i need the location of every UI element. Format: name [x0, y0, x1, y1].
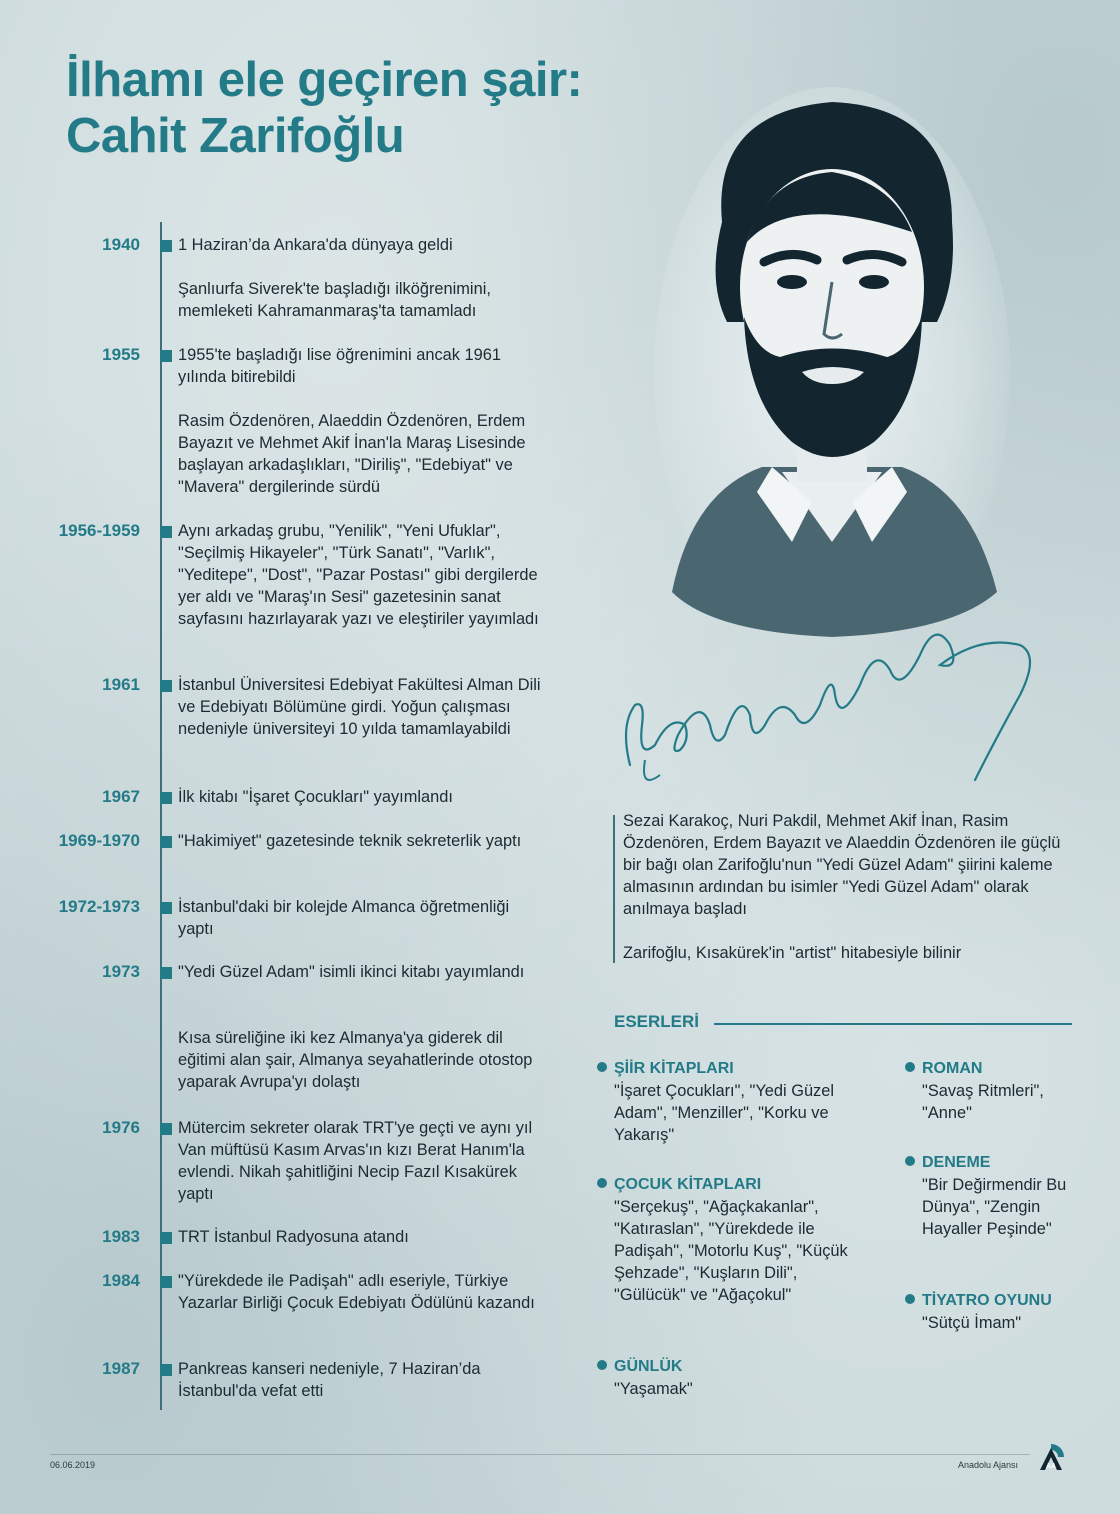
portrait-illustration — [652, 72, 1012, 652]
works-category-list: "Yaşamak" — [614, 1380, 693, 1398]
timeline-marker — [160, 1232, 172, 1244]
timeline-text: Rasim Özdenören, Alaeddin Özdenören, Erdem Bayazıt ve Mehmet Akif İnan'la Maraş Lisesinde başlayan arkadaşlıkları, "Diriliş", "Edebiyat" ve "Mavera" dergilerinde sürdü — [178, 412, 526, 496]
works-divider — [714, 1023, 1072, 1025]
timeline-year: 1940 — [102, 235, 140, 254]
timeline-text: Şanlıurfa Siverek'te başladığı ilköğrenimini, memleketi Kahramanmaraş'ta tamamladı — [178, 280, 491, 320]
works-category-title: ÇOCUK KİTAPLARI — [614, 1176, 762, 1193]
timeline-marker — [160, 836, 172, 848]
works-category-essay — [922, 1152, 1072, 1240]
works-category-list: "Serçekuş", "Ağaçkakanlar", "Katıraslan", "Yürekdede ile Padişah", "Motorlu Kuş", "Küçük Şehzade", "Kuşların Dili", "Gülücük" ve "Ağaçokul" — [614, 1198, 848, 1304]
timeline-year: 1976 — [102, 1118, 140, 1137]
works-category-title: TİYATRO OYUNU — [922, 1292, 1052, 1309]
timeline-year: 1983 — [102, 1227, 140, 1246]
works-category-children — [614, 1174, 854, 1306]
timeline-year: 1955 — [102, 345, 140, 364]
timeline-marker — [160, 792, 172, 804]
works-header — [614, 1012, 1074, 1036]
timeline-marker — [160, 1276, 172, 1288]
timeline-year: 1956-1959 — [58, 521, 140, 540]
works-category-list: "İşaret Çocukları", "Yedi Güzel Adam", "Menziller", "Korku ve Yakarış" — [614, 1082, 835, 1144]
bullet-icon — [905, 1062, 915, 1072]
works-heading: ESERLERİ — [614, 1012, 700, 1031]
timeline-text: "Yürekdede ile Padişah" adlı eseriyle, Türkiye Yazarlar Birliği Çocuk Edebiyatı Ödülünü kazandı — [178, 1272, 535, 1312]
signature-graphic — [600, 575, 1050, 800]
works-category-list: "Sütçü İmam" — [922, 1314, 1022, 1332]
timeline-text: 1 Haziran’da Ankara'da dünyaya geldi — [178, 236, 453, 254]
title-line-2: Cahit Zarifoğlu — [66, 109, 405, 163]
works-category-title: ROMAN — [922, 1060, 983, 1077]
timeline-year: 1984 — [102, 1271, 140, 1290]
works-category-list: "Savaş Ritmleri", "Anne" — [922, 1082, 1044, 1122]
bullet-icon — [905, 1294, 915, 1304]
bullet-icon — [597, 1178, 607, 1188]
timeline-year: 1961 — [102, 675, 140, 694]
timeline-text: 1955'te başladığı lise öğrenimini ancak 1961 yılında bitirebildi — [178, 346, 501, 386]
aside-note — [613, 810, 1073, 964]
agency-logo-icon — [1036, 1442, 1066, 1472]
timeline-text: Aynı arkadaş grubu, "Yenilik", "Yeni Ufuklar", "Seçilmiş Hikayeler", "Türk Sanatı", "Varlık", "Yeditepe", "Dost", "Pazar Postası" gibi dergilerde yer aldı ve "Maraş'ın Sesi" gazetesinin sanat sayfasını hazırlayarak yazı ve eleştiriler yayımladı — [178, 522, 539, 628]
timeline-text: Kısa süreliğine iki kez Almanya'ya giderek dil eğitimi alan şair, Almanya seyahatlerinde otostop yaparak Avrupa'yı dolaştı — [178, 1029, 533, 1091]
works-category-title: DENEME — [922, 1154, 991, 1171]
timeline-marker — [160, 967, 172, 979]
timeline-marker — [160, 240, 172, 252]
timeline-text: Pankreas kanseri nedeniyle, 7 Haziran’da İstanbul'da vefat etti — [178, 1360, 481, 1400]
footer-date: 06.06.2019 — [50, 1460, 96, 1470]
timeline-text: İlk kitabı "İşaret Çocukları" yayımlandı — [178, 788, 453, 806]
timeline-marker — [160, 526, 172, 538]
page-title — [66, 52, 582, 164]
timeline-text: "Hakimiyet" gazetesinde teknik sekreterlik yaptı — [178, 832, 522, 850]
works-category-diary — [614, 1356, 854, 1400]
works-category-theatre — [922, 1290, 1072, 1334]
works-category-title: ŞİİR KİTAPLARI — [614, 1060, 734, 1077]
timeline-year: 1987 — [102, 1359, 140, 1378]
footer-agency-name: Anadolu Ajansı — [958, 1460, 1019, 1470]
timeline-text: Mütercim sekreter olarak TRT'ye geçti ve aynı yıl Van müftüsü Kasım Arvas'ın kızı Berat Hanım'la evlendi. Nikah şahitliğini Necip Fazıl Kısakürek yaptı — [178, 1119, 533, 1203]
bullet-icon — [905, 1156, 915, 1166]
timeline-marker — [160, 350, 172, 362]
bullet-icon — [597, 1062, 607, 1072]
works-category-title: GÜNLÜK — [614, 1358, 683, 1375]
works-category-novel — [922, 1058, 1072, 1124]
timeline-marker — [160, 1364, 172, 1376]
timeline-text: "Yedi Güzel Adam" isimli ikinci kitabı yayımlandı — [178, 963, 525, 981]
timeline-text: TRT İstanbul Radyosuna atandı — [178, 1228, 409, 1246]
timeline-marker — [160, 1123, 172, 1135]
footer-divider — [50, 1454, 1030, 1455]
timeline-text: İstanbul'daki bir kolejde Almanca öğretmenliği yaptı — [178, 898, 510, 938]
timeline-year: 1967 — [102, 787, 140, 806]
works-category-poetry — [614, 1058, 854, 1146]
bullet-icon — [597, 1360, 607, 1370]
works-category-list: "Bir Değirmendir Bu Dünya", "Zengin Hayaller Peşinde" — [922, 1176, 1067, 1238]
timeline-year: 1973 — [102, 962, 140, 981]
aside-paragraph: Zarifoğlu, Kısakürek'in "artist" hitabesiyle bilinir — [623, 944, 962, 962]
timeline-text: İstanbul Üniversitesi Edebiyat Fakültesi Alman Dili ve Edebiyatı Bölümüne girdi. Yoğun çalışması nedeniyle üniversiteyi 10 yılda tamamlayabildi — [178, 676, 541, 738]
timeline-year: 1972-1973 — [58, 897, 140, 916]
timeline-year: 1969-1970 — [58, 831, 140, 850]
timeline-marker — [160, 902, 172, 914]
timeline-marker — [160, 680, 172, 692]
aside-paragraph: Sezai Karakoç, Nuri Pakdil, Mehmet Akif İnan, Rasim Özdenören, Erdem Bayazıt ve Alaeddin Özdenören ile güçlü bir bağı olan Zarifoğlu'nun "Yedi Güzel Adam" şiirini kaleme almasının ardından bu isimler "Yedi Güzel Adam" olarak anılmaya başladı — [623, 812, 1061, 918]
title-line-1: İlhamı ele geçiren şair: — [66, 53, 583, 107]
agency-logo-text: AA — [1045, 1463, 1057, 1470]
